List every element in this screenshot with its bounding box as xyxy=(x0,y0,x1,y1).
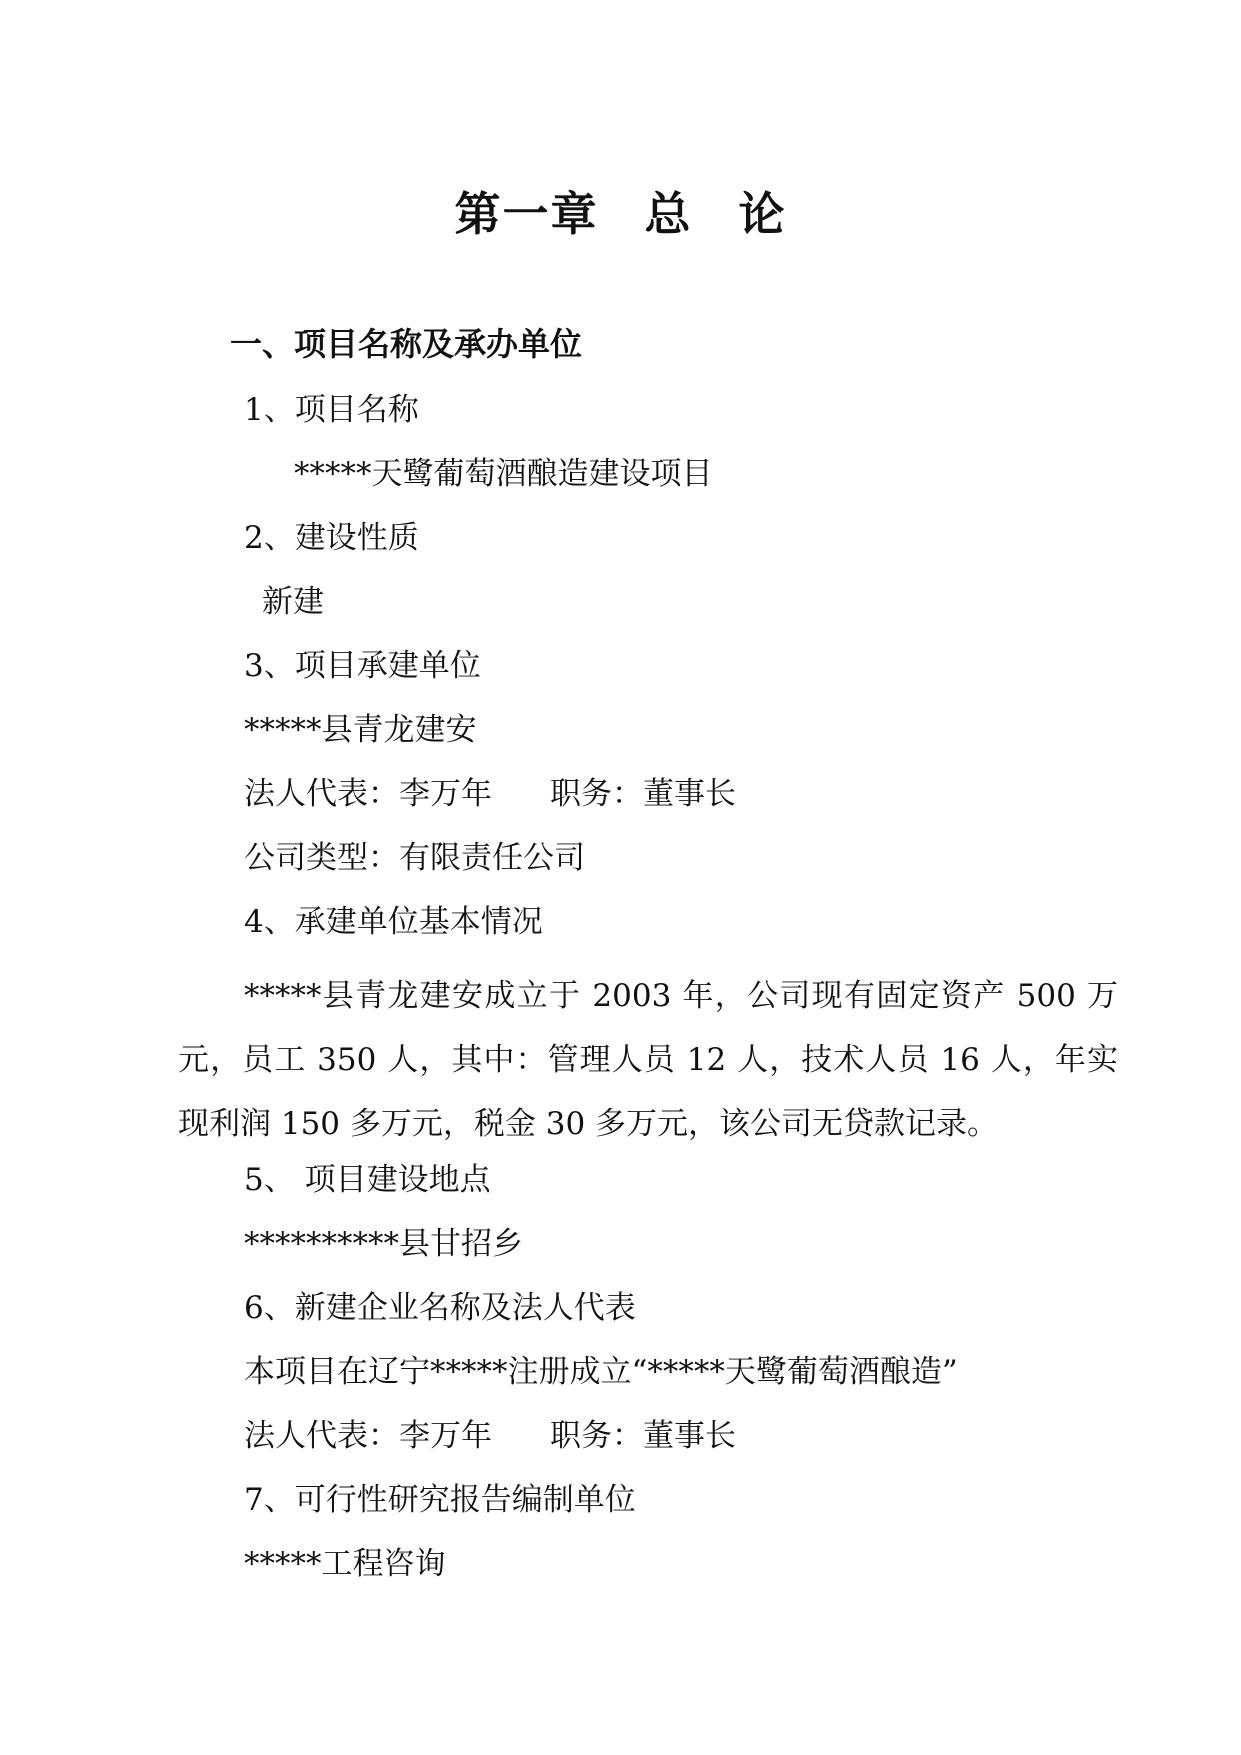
item-name-value: *****天鹭葡萄酒酿造建设项目 xyxy=(294,456,713,492)
legal-rep2-position: 职务：董事长 xyxy=(550,1418,736,1454)
item-builder-value: *****县青龙建安 xyxy=(244,712,477,748)
item-site-value: **********县甘招乡 xyxy=(244,1226,523,1262)
item-nature-label: 2、建设性质 xyxy=(244,520,419,556)
legal-rep2-label: 法人代表：李万年 xyxy=(244,1418,492,1454)
item-builder-label: 3、项目承建单位 xyxy=(244,648,481,684)
basic-info-paragraph xyxy=(178,964,1118,1156)
legal-rep2-line xyxy=(244,1414,736,1458)
item-site-label: 5、 项目建设地点 xyxy=(244,1162,491,1198)
section-heading: 一、项目名称及承办单位 xyxy=(230,325,583,363)
chapter-title xyxy=(0,184,1241,244)
legal-rep-label: 法人代表：李万年 xyxy=(244,776,492,812)
item-new-company-value: 本项目在辽宁*****注册成立“*****天鹭葡萄酒酿造” xyxy=(244,1354,958,1390)
item-report-label: 7、可行性研究报告编制单位 xyxy=(244,1482,636,1518)
chapter-title-part1: 第一章 xyxy=(454,187,599,241)
item-basic-label: 4、承建单位基本情况 xyxy=(244,904,543,940)
legal-rep-position: 职务：董事长 xyxy=(550,776,736,812)
chapter-title-part2: 总 xyxy=(644,187,693,241)
item-name-label: 1、项目名称 xyxy=(244,392,419,428)
basic-info-text: *****县青龙建安成立于 2003 年，公司现有固定资产 500 万元，员工 350 人，其中：管理人员 12 人，技术人员 16 人，年实现利润 150 多万元，税金 30 多万元，该公司无贷款记录。 xyxy=(178,978,1118,1142)
chapter-title-part3: 论 xyxy=(738,187,787,241)
legal-rep-line xyxy=(244,772,736,816)
item-nature-value: 新建 xyxy=(262,584,324,620)
item-new-company-label: 6、新建企业名称及法人代表 xyxy=(244,1290,636,1326)
item-report-value: *****工程咨询 xyxy=(244,1546,446,1582)
company-type: 公司类型：有限责任公司 xyxy=(244,840,585,876)
